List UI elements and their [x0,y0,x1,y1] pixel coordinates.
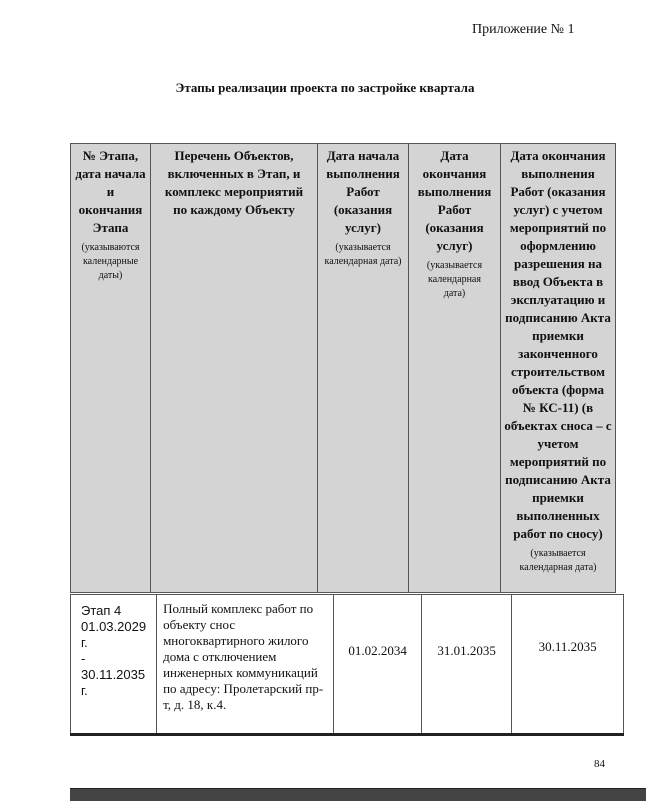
header-start [318,144,409,593]
header-text: № Этапа, дата начала и окончания Этапа [75,148,146,235]
description-cell: Полный комплекс работ по объекту снос многоквартирного жилого дома с отключением инженерных коммуникаций по адресу: Пролетарский пр-т, д. 18, к.4. [157,595,334,735]
header-end-acceptance [501,144,616,593]
end-date: 31.01.2035 [422,595,512,735]
stage-cell [71,595,157,735]
table-row [70,594,624,736]
stage-start: 01.03.2029 [81,619,147,634]
year-suffix: г. [81,635,88,650]
header-note: (указывается календарная дата) [324,242,402,267]
header-text: Дата начала выполнения Работ (оказания услуг) [326,148,400,235]
next-page-edge [70,788,646,801]
stage-end: 30.11.2035 [81,667,146,682]
table-header [70,143,616,593]
dash: - [81,651,86,666]
page-number: 84 [594,758,605,770]
header-text: Дата окончания выполнения Работ (оказания услуг) с учетом мероприятий по оформлению разрешения на ввод Объекта в эксплуатацию и подписанию Акта приемки законченного строительством объекта (форма № КС-11) (в объектах сноса – с учетом мероприятий по подписанию Акта приемки выполненных работ по сносу) [504,148,612,541]
year-suffix: г. [81,683,88,698]
header-objects [151,144,318,593]
header-text: Перечень Объектов, включенных в Этап, и комплекс мероприятий по каждому Объекту [164,148,304,217]
header-note: (указывается календарная дата) [426,260,483,299]
document-title: Этапы реализации проекта по застройке квартала [175,80,475,95]
header-note: (указываются календарные даты) [81,242,140,281]
appendix-label: Приложение № 1 [472,22,575,37]
start-date: 01.02.2034 [334,595,422,735]
stage-label: Этап 4 [81,603,122,618]
header-text: Дата окончания выполнения Работ (оказания услуг) [417,148,492,253]
end-with-acceptance-date: 30.11.2035 [512,595,624,735]
header-note: (указывается календарная дата) [519,548,597,573]
header-end [409,144,501,593]
header-stage [71,144,151,593]
